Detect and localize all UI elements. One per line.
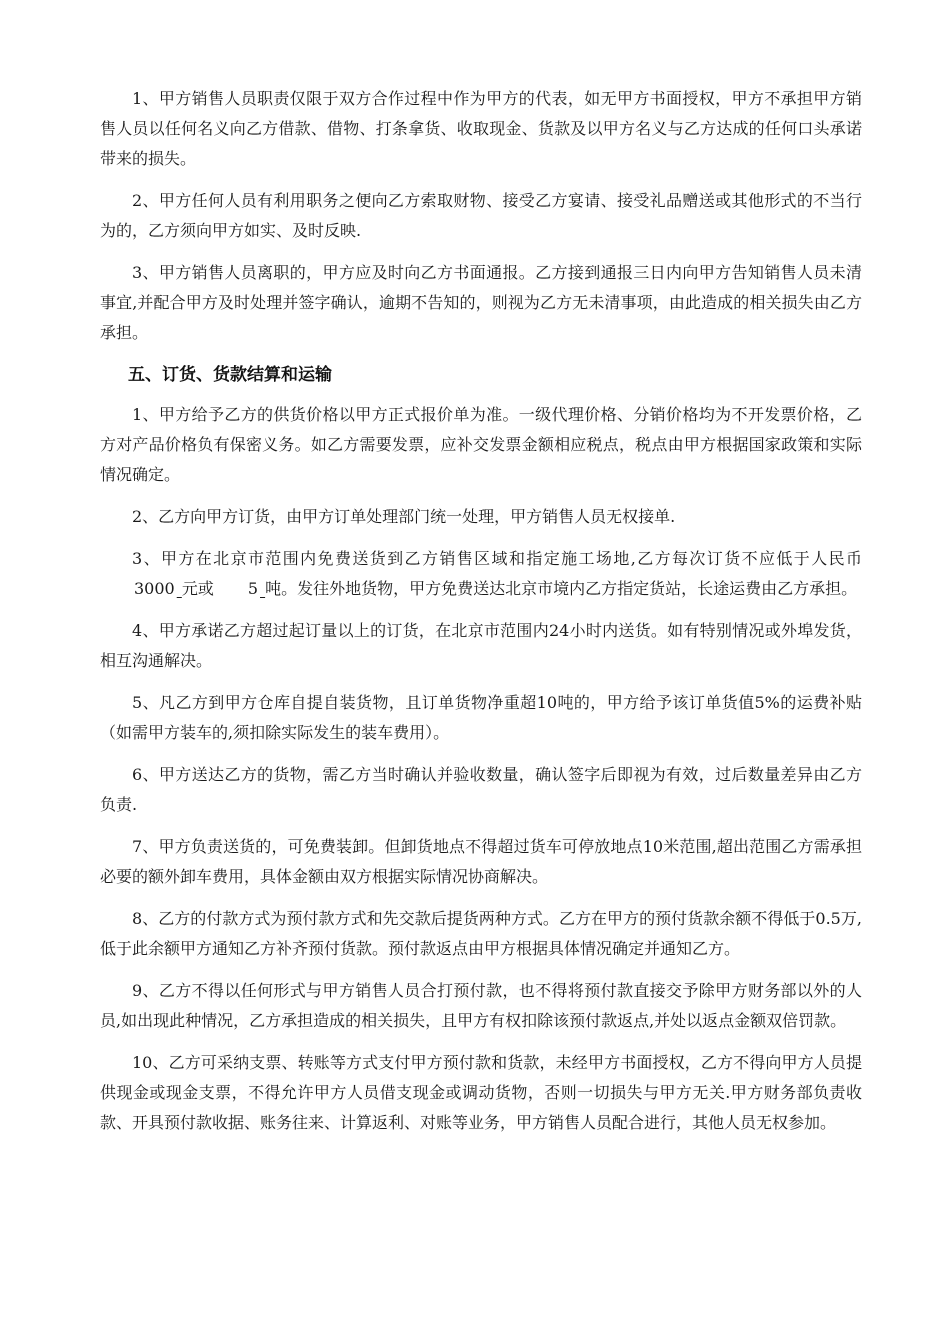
clause-5-9: 9、乙方不得以任何形式与甲方销售人员合打预付款，也不得将预付款直接交予除甲方财务部以外的人员,如出现此种情况，乙方承担造成的相关损失，且甲方有权扣除该预付款返点,并处以返点金额双倍罚款。 xyxy=(100,981,862,1030)
clause-5-6: 6、甲方送达乙方的货物，需乙方当时确认并验收数量，确认签字后即视为有效，过后数量差异由乙方负责. xyxy=(100,765,862,814)
clause-5-7: 7、甲方负责送货的，可免费装卸。但卸货地点不得超过货车可停放地点10米范围,超出范围乙方需承担必要的额外卸车费用，具体金额由双方根据实际情况协商解决。 xyxy=(100,837,862,886)
minimum-order-amount: 3000 xyxy=(134,579,175,598)
clause-4-3: 3、甲方销售人员离职的，甲方应及时向乙方书面通报。乙方接到通报三日内向甲方告知销售人员未清事宜,并配合甲方及时处理并签字确认，逾期不告知的，则视为乙方无未清事项，由此造成的相关损失由乙方承担。 xyxy=(100,263,862,342)
clause-5-8: 8、乙方的付款方式为预付款方式和先交款后提货两种方式。乙方在甲方的预付货款余额不得低于0.5万,低于此余额甲方通知乙方补齐预付货款。预付款返点由甲方根据具体情况确定并通知乙方。 xyxy=(100,909,862,958)
clause-5-5: 5、凡乙方到甲方仓库自提自装货物，且订单货物净重超10吨的，甲方给予该订单货值5%的运费补贴（如需甲方装车的,须扣除实际发生的装车费用）。 xyxy=(100,693,862,742)
clause-4-1: 1、甲方销售人员职责仅限于双方合作过程中作为甲方的代表，如无甲方书面授权，甲方不承担甲方销售人员以任何名义向乙方借款、借物、打条拿货、收取现金、货款及以甲方名义与乙方达成的任何口头承诺带来的损失。 xyxy=(100,89,862,168)
clause-5-4: 4、甲方承诺乙方超过起订量以上的订货，在北京市范围内24小时内送货。如有特别情况或外埠发货，相互沟通解决。 xyxy=(100,621,862,670)
section-5-heading: 五、订货、货款结算和运输 xyxy=(128,365,332,385)
clause-5-3 xyxy=(100,544,862,604)
document-body xyxy=(100,84,862,1150)
minimum-order-weight-blank xyxy=(214,579,265,598)
minimum-order-weight: 5 xyxy=(247,579,259,598)
clause-5-2: 2、乙方向甲方订货，由甲方订单处理部门统一处理，甲方销售人员无权接单. xyxy=(132,507,676,526)
clause-5-10: 10、乙方可采纳支票、转账等方式支付甲方预付款和货款，未经甲方书面授权，乙方不得向甲方人员提供现金或现金支票，不得允许甲方人员借支现金或调动货物，否则一切损失与甲方无关.甲方财务部负责收款、开具预付款收据、账务往来、计算返利、对账等业务，甲方销售人员配合进行，其他人员无权参加。 xyxy=(100,1053,862,1132)
clause-5-3-text-c: 吨。发往外地货物，甲方免费送达北京市境内乙方指定货站，长途运费由乙方承担。 xyxy=(265,579,858,598)
clause-5-1: 1、甲方给予乙方的供货价格以甲方正式报价单为准。一级代理价格、分销价格均为不开发票价格，乙方对产品价格负有保密义务。如乙方需要发票，应补交发票金额相应税点，税点由甲方根据国家政策和实际情况确定。 xyxy=(100,405,862,484)
clause-5-3-text-b: 元或 xyxy=(181,579,214,598)
minimum-order-amount-blank xyxy=(100,579,182,598)
clause-5-3-text-a: 3、甲方在北京市范围内免费送货到乙方销售区域和指定施工场地,乙方每次订货不应低于人民币 xyxy=(132,549,862,568)
clause-4-2: 2、甲方任何人员有利用职务之便向乙方索取财物、接受乙方宴请、接受礼品赠送或其他形式的不当行为的，乙方须向甲方如实、及时反映. xyxy=(100,191,862,240)
